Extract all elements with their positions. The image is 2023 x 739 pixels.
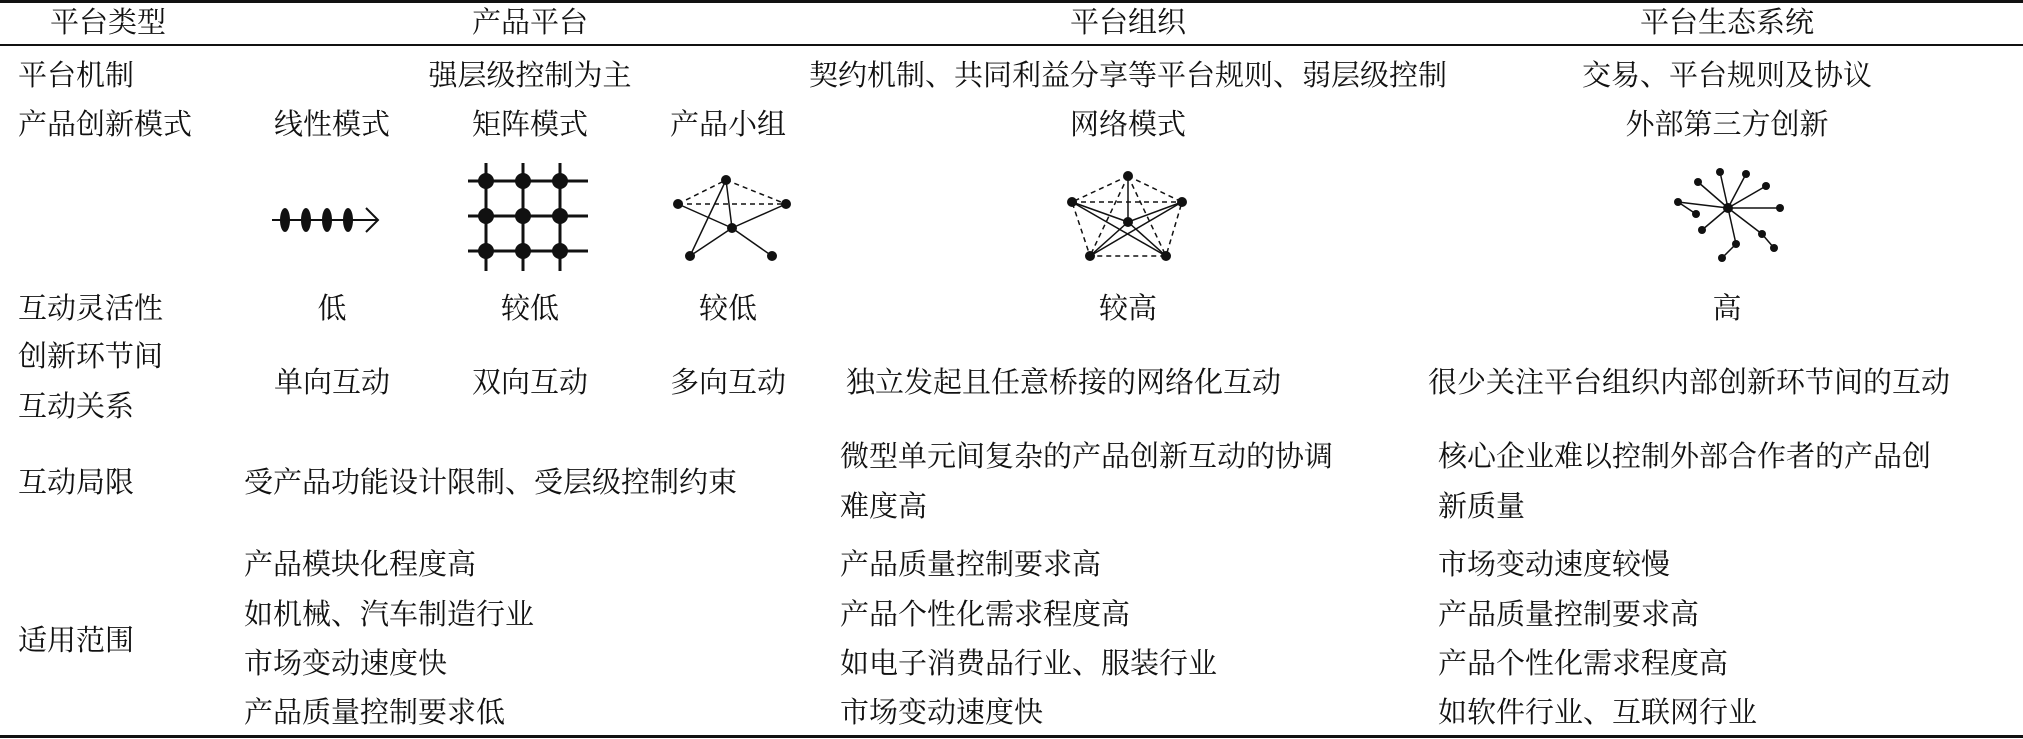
relation-matrix: 双向互动 (471, 365, 589, 399)
header-product-platform: 产品平台 (471, 5, 589, 39)
label-relation-line1: 创新环节间 (18, 339, 164, 373)
label-interaction-limitation: 互动局限 (18, 465, 135, 499)
scope-product-item: 产品模块化程度高 (244, 547, 477, 581)
scope-organization-item: 市场变动速度快 (840, 695, 1044, 729)
header-platform-ecosystem: 平台生态系统 (1639, 5, 1815, 39)
header-rule (0, 44, 2023, 46)
scope-ecosystem-item: 产品个性化需求程度高 (1438, 646, 1729, 680)
scope-product-item: 如机械、汽车制造行业 (244, 597, 535, 631)
mode-external: 外部第三方创新 (1625, 107, 1829, 141)
label-relation-line2: 互动关系 (18, 389, 135, 423)
scope-ecosystem-item: 市场变动速度较慢 (1438, 547, 1671, 581)
mode-network: 网络模式 (1069, 107, 1187, 141)
bottom-rule (0, 735, 2023, 738)
matrix-mode-diagram (468, 163, 588, 273)
header-platform-type: 平台类型 (50, 5, 167, 39)
mode-matrix: 矩阵模式 (471, 107, 589, 141)
limitation-ecosystem-line1: 核心企业难以控制外部合作者的产品创 (1438, 439, 1932, 473)
top-rule (0, 0, 2023, 3)
mechanism-organization: 契约机制、共同利益分享等平台规则、弱层级控制 (808, 58, 1448, 92)
flexibility-organization: 较高 (1098, 291, 1158, 325)
flexibility-matrix: 较低 (500, 291, 560, 325)
scope-product-item: 市场变动速度快 (244, 646, 448, 680)
mode-product-group: 产品小组 (669, 107, 787, 141)
scope-organization-item: 如电子消费品行业、服装行业 (840, 646, 1218, 680)
flexibility-ecosystem: 高 (1712, 291, 1742, 325)
external-innovation-diagram (1662, 168, 1792, 268)
relation-linear: 单向互动 (273, 365, 391, 399)
relation-ecosystem: 很少关注平台组织内部创新环节间的互动 (1428, 365, 1951, 399)
scope-product-item: 产品质量控制要求低 (244, 695, 506, 729)
mechanism-product: 强层级控制为主 (428, 58, 632, 92)
limitation-product: 受产品功能设计限制、受层级控制约束 (244, 465, 738, 499)
scope-ecosystem-item: 如软件行业、互联网行业 (1438, 695, 1758, 729)
label-applicable-scope: 适用范围 (18, 623, 135, 657)
flexibility-linear: 低 (317, 291, 347, 325)
flexibility-group: 较低 (698, 291, 758, 325)
limitation-organization-line2: 难度高 (840, 489, 928, 523)
mechanism-ecosystem: 交易、平台规则及协议 (1581, 58, 1873, 92)
label-innovation-mode: 产品创新模式 (18, 107, 193, 141)
limitation-ecosystem-line2: 新质量 (1438, 489, 1526, 523)
linear-mode-diagram (270, 200, 380, 240)
limitation-organization-line1: 微型单元间复杂的产品创新互动的协调 (840, 439, 1334, 473)
label-platform-mechanism: 平台机制 (18, 58, 135, 92)
scope-organization-item: 产品质量控制要求高 (840, 547, 1102, 581)
relation-organization: 独立发起且任意桥接的网络化互动 (846, 365, 1282, 399)
product-group-diagram (668, 168, 798, 268)
mode-linear: 线性模式 (273, 107, 391, 141)
relation-group: 多向互动 (669, 365, 787, 399)
scope-ecosystem-item: 产品质量控制要求高 (1438, 597, 1700, 631)
network-mode-diagram (1062, 170, 1192, 270)
header-platform-organization: 平台组织 (1069, 5, 1187, 39)
scope-organization-item: 产品个性化需求程度高 (840, 597, 1131, 631)
label-interaction-flexibility: 互动灵活性 (18, 291, 164, 325)
